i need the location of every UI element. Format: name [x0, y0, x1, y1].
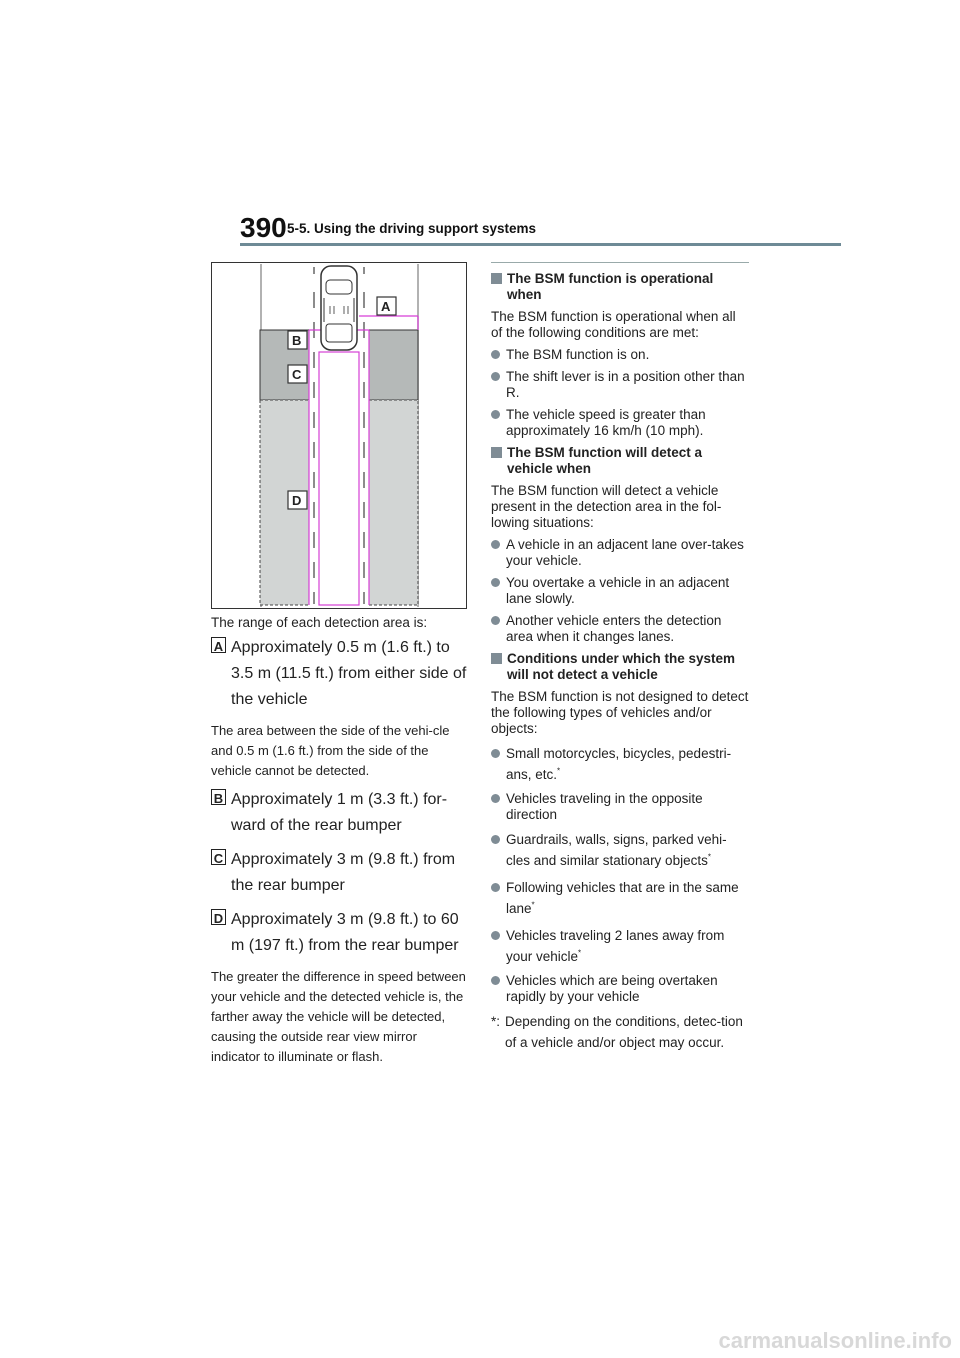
asterisk-mark: *	[578, 948, 582, 958]
item-c-letter: C	[211, 849, 226, 865]
section-rule	[491, 262, 749, 263]
bullet-icon	[491, 794, 500, 803]
bullet-icon	[491, 883, 500, 892]
list-item: Vehicles traveling 2 lanes away from your vehicle*	[491, 925, 749, 967]
list-item: Following vehicles that are in the same lane*	[491, 877, 749, 919]
item-a-letter: A	[211, 637, 226, 653]
item-d	[211, 913, 469, 959]
item-b-letter: B	[211, 789, 226, 805]
detection-area-diagram	[211, 262, 467, 609]
item-d-text: Approximately 3 m (9.8 ft.) to 60 m (197 ft.) from the rear bumper	[231, 911, 459, 954]
list-item: The vehicle speed is greater than approximately 16 km/h (10 mph).	[491, 407, 749, 439]
bullet-icon	[491, 350, 500, 359]
bullet-icon	[491, 372, 500, 381]
item-b	[211, 793, 469, 839]
asterisk-mark: *	[707, 852, 711, 862]
label-b: B	[292, 333, 302, 348]
section-text-not-detect: The BSM function is not designed to detect the following types of vehicles and/or objects:	[491, 689, 749, 736]
item-a-text: Approximately 0.5 m (1.6 ft.) to 3.5 m (11.5 ft.) from either side of the vehicle	[231, 639, 467, 708]
label-c: C	[292, 367, 302, 382]
list-item: Another vehicle enters the detection area when it changes lanes.	[491, 613, 749, 645]
bullet-icon	[491, 976, 500, 985]
bullet-icon	[491, 540, 500, 549]
list-item: You overtake a vehicle in an adjacent lane slowly.	[491, 575, 749, 607]
list-item: The BSM function is on.	[491, 347, 749, 363]
bullet-icon	[491, 931, 500, 940]
list-item: A vehicle in an adjacent lane over-takes your vehicle.	[491, 537, 749, 569]
section-heading-not-detect: Conditions under which the system will not detect a vehicle	[491, 651, 749, 683]
item-d-letter: D	[211, 909, 226, 925]
square-bullet-icon	[491, 653, 502, 664]
section-title: 5-5. Using the driving support systems	[287, 221, 537, 236]
item-a-note: The area between the side of the vehi-cle and 0.5 m (1.6 ft.) from the side of the vehicle cannot be detected.	[211, 723, 450, 778]
section-text-detect: The BSM function will detect a vehicle present in the detection area in the fol-lowing situations:	[491, 483, 722, 530]
bullet-icon	[491, 578, 500, 587]
asterisk-mark: *	[557, 766, 561, 776]
footnote-text: Depending on the conditions, detec-tion of a vehicle and/or object may occur.	[505, 1014, 743, 1050]
label-a: A	[381, 299, 391, 314]
item-b-text: Approximately 1 m (3.3 ft.) for-ward of the rear bumper	[231, 791, 448, 834]
bullet-icon	[491, 749, 500, 758]
item-c-text: Approximately 3 m (9.8 ft.) from the rear bumper	[231, 851, 456, 894]
bullet-icon	[491, 616, 500, 625]
zone-bc-right	[369, 330, 418, 400]
square-bullet-icon	[491, 273, 502, 284]
list-item: Small motorcycles, bicycles, pedestri-ans, etc.*	[491, 743, 749, 785]
bullet-icon	[491, 835, 500, 844]
item-d-note: The greater the difference in speed between your vehicle and the detected vehicle is, the farther away the vehicle will be detected, causing the outside rear view mirror indicator to illuminate or flash.	[211, 969, 466, 1064]
page-number: 390	[240, 212, 287, 243]
square-bullet-icon	[491, 447, 502, 458]
watermark: carmanualsonline.info	[718, 1328, 952, 1353]
vehicle-icon	[321, 266, 357, 350]
list-item: Guardrails, walls, signs, parked vehi-cles and similar stationary objects*	[491, 829, 749, 871]
item-a	[211, 641, 469, 713]
section-text-operational: The BSM function is operational when all of the following conditions are met:	[491, 309, 736, 340]
intro-text: The range of each detection area is:	[211, 615, 428, 630]
zone-d-right	[369, 400, 418, 605]
bullet-icon	[491, 410, 500, 419]
list-item: The shift lever is in a position other than R.	[491, 369, 749, 401]
label-d: D	[292, 493, 302, 508]
header-rule	[240, 243, 841, 246]
asterisk-mark: *	[531, 900, 535, 910]
list-item: Vehicles which are being overtaken rapidly by your vehicle	[491, 973, 749, 1005]
item-c	[211, 853, 469, 899]
right-column	[491, 262, 749, 1053]
list-item: Vehicles traveling in the opposite direction	[491, 791, 749, 823]
left-column	[211, 615, 469, 1073]
section-heading-operational: The BSM function is operational when	[491, 271, 749, 303]
footnote-mark: *:	[491, 1014, 501, 1029]
section-heading-detect: The BSM function will detect a vehicle when	[491, 445, 749, 477]
footnote	[491, 1011, 749, 1053]
